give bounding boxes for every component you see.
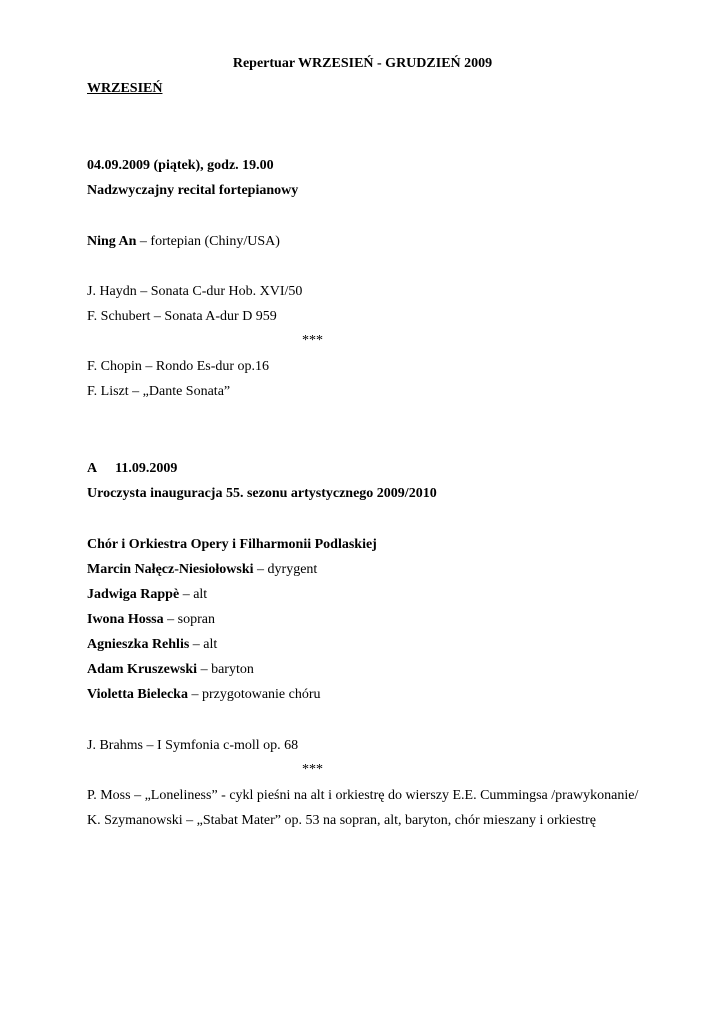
program-item: F. Chopin – Rondo Es-dur op.16 <box>87 359 270 374</box>
program-item: F. Schubert – Sonata A-dur D 959 <box>87 309 277 324</box>
performer-role: – alt <box>179 587 208 602</box>
program-item: K. Szymanowski – „Stabat Mater” op. 53 na sopran, alt, baryton, chór mieszany i orkiestrę <box>87 813 596 828</box>
event1-name: Nadzwyczajny recital fortepianowy <box>87 183 299 198</box>
event2-date-prefix: A <box>87 461 98 476</box>
performer-line <box>87 561 317 579</box>
program-separator: *** <box>302 762 323 777</box>
event1-performer <box>87 233 280 251</box>
program-item: J. Brahms – I Symfonia c-moll op. 68 <box>87 738 299 753</box>
performer-role: – dyrygent <box>253 562 318 577</box>
program-separator: *** <box>302 333 323 348</box>
page-title: Repertuar WRZESIEŃ - GRUDZIEŃ 2009 <box>232 56 493 71</box>
performer-role: – alt <box>189 637 218 652</box>
performer-role: – sopran <box>163 612 215 627</box>
event2-date: 11.09.2009 <box>115 461 178 476</box>
event2-ensemble: Chór i Orkiestra Opery i Filharmonii Podlaskiej <box>87 537 377 552</box>
performer-name: Iwona Hossa <box>87 612 164 627</box>
performer-line <box>87 586 207 604</box>
performer-name: Agnieszka Rehlis <box>87 637 190 652</box>
performer-role: – fortepian (Chiny/USA) <box>136 234 280 249</box>
performer-role: – przygotowanie chóru <box>187 687 321 702</box>
performer-name: Marcin Nałęcz-Niesiołowski <box>87 562 254 577</box>
performer-name: Violetta Bielecka <box>87 687 188 702</box>
program-item: F. Liszt – „Dante Sonata” <box>87 384 231 399</box>
event2-name: Uroczysta inauguracja 55. sezonu artystycznego 2009/2010 <box>87 486 437 501</box>
performer-line <box>87 636 217 654</box>
performer-line <box>87 611 215 629</box>
event1-date-time: 04.09.2009 (piątek), godz. 19.00 <box>87 158 274 173</box>
performer-line <box>87 686 321 704</box>
performer-role: – baryton <box>197 662 254 677</box>
month-heading: WRZESIEŃ <box>87 81 163 96</box>
program-item: P. Moss – „Loneliness” - cykl pieśni na alt i orkiestrę do wierszy E.E. Cummingsa /prawykonanie/ <box>87 788 639 803</box>
event2-date-line <box>87 460 177 478</box>
program-item: J. Haydn – Sonata C-dur Hob. XVI/50 <box>87 284 303 299</box>
performer-line <box>87 661 254 679</box>
performer-name: Jadwiga Rappè <box>87 587 180 602</box>
performer-name: Adam Kruszewski <box>87 662 198 677</box>
performer-name: Ning An <box>87 234 137 249</box>
